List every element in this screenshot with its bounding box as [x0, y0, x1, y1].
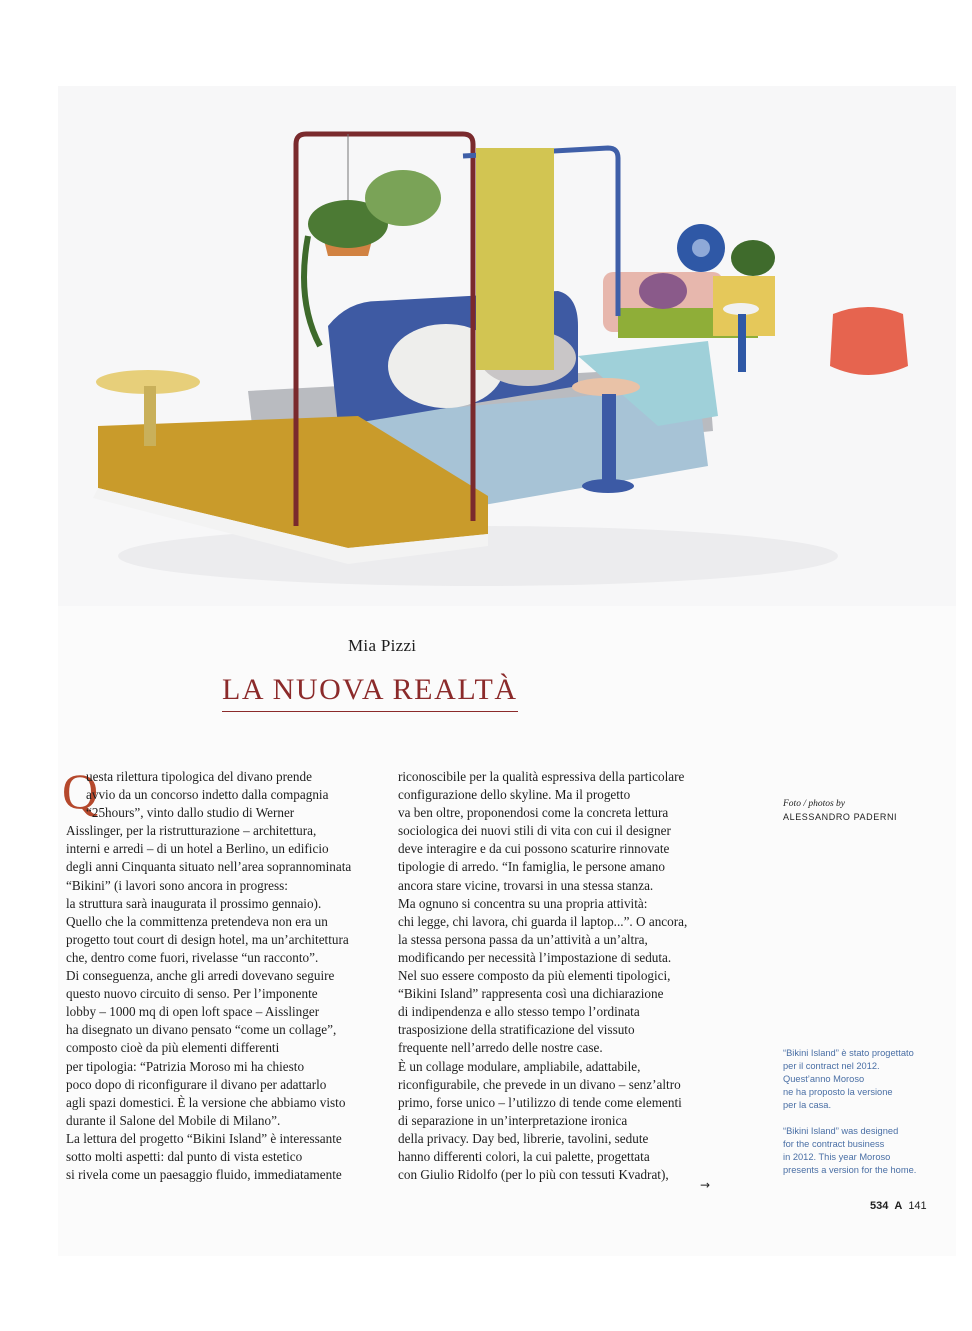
product-photo — [58, 86, 956, 606]
body-line: della privacy. Day bed, librerie, tavolini, sedute — [398, 1130, 649, 1146]
caption-line-it: Quest’anno Moroso — [783, 1074, 865, 1084]
body-line: la stessa persona passa da un’attività a un’altra, — [398, 931, 648, 947]
body-line: Ma ognuno si concentra su una propria attività: — [398, 895, 648, 911]
body-line: tipologie di arredo. “In famiglia, le persone amano — [398, 859, 665, 875]
body-line: agli spazi domestici. È la versione che abbiamo visto — [66, 1094, 346, 1110]
body-column-1 — [66, 768, 376, 1184]
photo-credit — [783, 798, 897, 824]
body-line: primo, forse unico – l’utilizzo di tende come elementi — [398, 1094, 682, 1110]
body-line: di indipendenza e allo stesso tempo l’ordinata — [398, 1004, 640, 1020]
body-line: la struttura sarà inaugurata il prossimo gennaio). — [66, 895, 322, 911]
body-line: uesta rilettura tipologica del divano prende — [86, 769, 312, 784]
body-line: composto cioè da più elementi differenti — [66, 1040, 280, 1056]
photo-caption — [783, 1047, 943, 1177]
body-line: Aisslinger, per la ristrutturazione – architettura, — [66, 823, 317, 839]
body-line: trasposizione della stratificazione del vissuto — [398, 1022, 635, 1038]
body-line: Nel suo essere composto da più elementi tipologici, — [398, 968, 671, 984]
body-line: frequente nell’arredo delle nostre case. — [398, 1040, 603, 1056]
body-line: “Bikini” (i lavori sono ancora in progress: — [66, 877, 288, 893]
body-line: per tipologia: “Patrizia Moroso mi ha chiesto — [66, 1058, 305, 1074]
body-line: Quello che la committenza pretendeva non era un — [66, 913, 328, 929]
side-table-blue — [572, 378, 640, 396]
caption-line-it: per la casa. — [783, 1100, 832, 1110]
body-line: configurazione dello skyline. Ma il progetto — [398, 787, 631, 803]
body-line: sociologica dei nuovi stili di vita con cui il designer — [398, 823, 671, 839]
body-line: riconfigurabile, che prevede in un divano – senz’altro — [398, 1076, 681, 1092]
body-line: riconoscibile per la qualità espressiva della particolare — [398, 769, 685, 784]
author-name: Mia Pizzi — [348, 636, 417, 655]
issue-number: 534 — [870, 1200, 889, 1212]
body-line: È un collage modulare, ampliabile, adattabile, — [398, 1058, 641, 1074]
body-line: ha disegnato un divano pensato “come un collage”, — [66, 1022, 337, 1038]
body-line: va ben oltre, proponendosi come la concreta lettura — [398, 805, 669, 821]
photo-credit-name: ALESSANDRO PADERNI — [783, 812, 898, 822]
body-line: La lettura del progetto “Bikini Island” è interessante — [66, 1130, 342, 1146]
body-line: di separazione in un’interpretazione ironica — [398, 1112, 628, 1128]
body-line: interni e arredi – di un hotel a Berlino, un edificio — [66, 841, 329, 857]
body-line: modificando per necessità l’impostazione di seduta. — [398, 949, 672, 965]
body-line: che, dentro come fuori, rivelasse “un racconto”. — [66, 949, 319, 965]
body-line: poco dopo di riconfigurare il divano per adattarlo — [66, 1076, 327, 1092]
body-line: degli anni Cinquanta situato nell’area soprannominata — [66, 859, 352, 875]
caption-line-it: ne ha proposto la versione — [783, 1087, 893, 1097]
body-line: ancora stare vicine, trovarsi in una stessa stanza. — [398, 877, 654, 893]
coral-pouf — [830, 307, 908, 375]
body-line: sotto molti aspetti: dal punto di vista estetico — [66, 1148, 303, 1164]
body-line: lobby – 1000 mq di open loft space – Aisslinger — [66, 1004, 320, 1020]
body-column-2 — [398, 768, 708, 1184]
photo-credit-label: Foto / photos by — [783, 799, 846, 809]
continue-arrow-icon: → — [700, 1178, 711, 1192]
caption-line-en: for the contract business — [783, 1139, 885, 1149]
body-line: “Bikini Island” rappresenta così una dichiarazione — [398, 986, 664, 1002]
caption-line-it: “Bikini Island” è stato progettato — [783, 1048, 914, 1058]
body-line: con Giulio Ridolfo (per lo più con tessuti Kvadrat), — [398, 1167, 669, 1183]
magazine-logo: A — [894, 1200, 903, 1212]
body-line: hanno differenti colori, la cui palette, progettata — [398, 1148, 650, 1164]
caption-line-en: “Bikini Island” was designed — [783, 1126, 899, 1136]
body-line: Di conseguenza, anche gli arredi dovevano seguire — [66, 968, 335, 984]
body-line: durante il Salone del Mobile di Milano”. — [66, 1112, 281, 1128]
body-line: si rivela come un paesaggio fluido, immediatamente — [66, 1167, 342, 1183]
body-line: “25hours”, vinto dallo studio di Werner — [86, 805, 295, 821]
body-line: chi legge, chi lavora, chi guarda il laptop...”. O ancora, — [398, 913, 688, 929]
body-line: progetto tout court di design hotel, ma un’architettura — [66, 931, 349, 947]
drop-cap: Q — [62, 763, 99, 819]
caption-line-it: per il contract nel 2012. — [783, 1061, 880, 1071]
caption-line-en: in 2012. This year Moroso — [783, 1152, 891, 1162]
body-line: questo nuovo circuito di senso. Per l’imponente — [66, 986, 318, 1002]
page-number: 141 — [908, 1200, 927, 1212]
body-line: avvio da un concorso indetto dalla compagnia — [86, 787, 329, 803]
curtain — [476, 148, 554, 370]
caption-line-en: presents a version for the home. — [783, 1165, 917, 1175]
article-title: LA NUOVA REALTÀ — [222, 673, 518, 712]
page-folio — [870, 1200, 927, 1212]
body-line: deve interagire e da cui possono scaturire rinnovate — [398, 841, 670, 857]
